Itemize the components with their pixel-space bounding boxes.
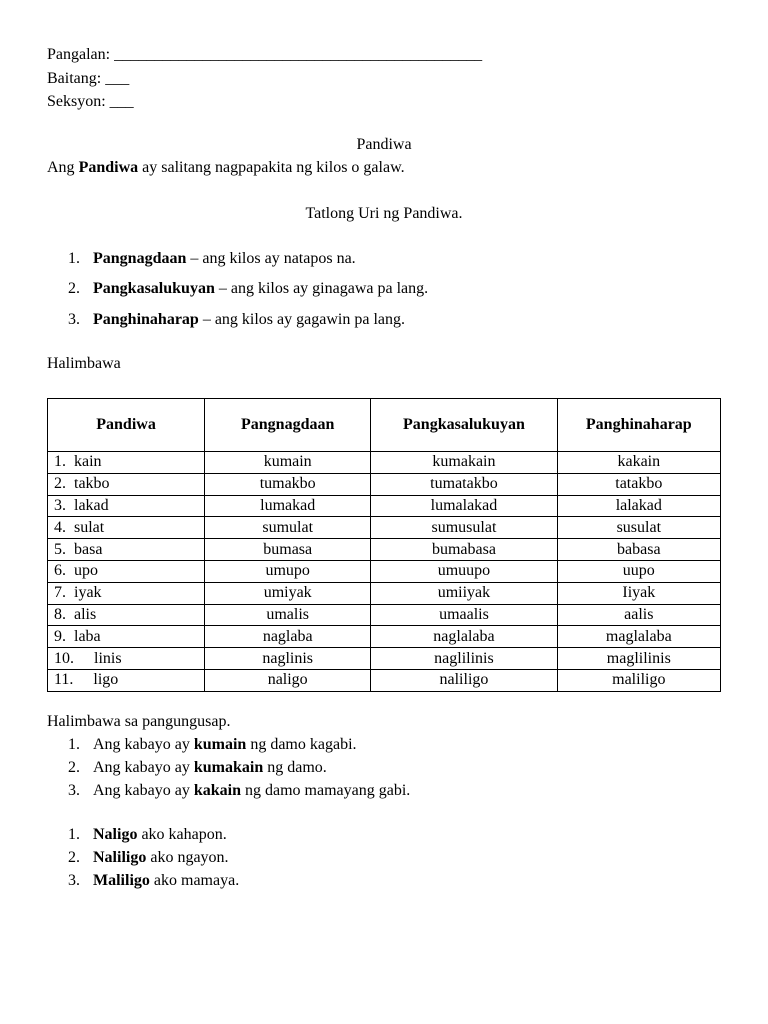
future-tense-cell: maliligo — [557, 669, 720, 691]
present-tense-cell: tumatakbo — [371, 473, 557, 495]
column-header-pangkasalukuyan: Pangkasalukuyan — [371, 399, 557, 452]
present-tense-cell: umuupo — [371, 560, 557, 582]
list-number: 1. — [68, 736, 80, 753]
verb-base-cell: 5. basa — [48, 539, 205, 561]
type-description: – ang kilos ay gagawin pa lang. — [198, 311, 405, 328]
past-tense-cell: naligo — [205, 669, 371, 691]
definition-text — [47, 158, 405, 178]
name-field-line: Pangalan: ______________________________________________ — [47, 46, 483, 63]
example-heading: Halimbawa — [47, 355, 121, 372]
table-row — [48, 495, 721, 517]
type-name: Pangkasalukuyan — [93, 280, 215, 297]
present-tense-cell: naliligo — [371, 669, 557, 691]
future-tense-cell: maglilinis — [557, 648, 720, 670]
future-tense-cell: maglalaba — [557, 626, 720, 648]
future-tense-cell: Iiyak — [557, 582, 720, 604]
column-header-pandiwa: Pandiwa — [48, 399, 205, 452]
table-body — [48, 452, 721, 692]
past-tense-cell: naglaba — [205, 626, 371, 648]
type-item-1 — [68, 249, 356, 269]
present-tense-cell: lumalakad — [371, 495, 557, 517]
verb-base-cell: 8. alis — [48, 604, 205, 626]
verb-base-cell: 7. iyak — [48, 582, 205, 604]
sentence-verb: kumakain — [193, 759, 264, 776]
present-tense-cell: sumusulat — [371, 517, 557, 539]
future-tense-cell: tatakbo — [557, 473, 720, 495]
list-number: 1. — [68, 250, 80, 267]
future-tense-cell: babasa — [557, 539, 720, 561]
past-tense-cell: tumakbo — [205, 473, 371, 495]
future-tense-cell: kakain — [557, 452, 720, 474]
column-header-pangnagdaan: Pangnagdaan — [205, 399, 371, 452]
list-number: 2. — [68, 280, 80, 297]
list-number: 2. — [68, 849, 80, 866]
table-row — [48, 582, 721, 604]
table-header-row — [48, 399, 721, 452]
type-description: – ang kilos ay ginagawa pa lang. — [214, 280, 429, 297]
sentence-verb: kakain — [193, 782, 241, 799]
column-header-panghinaharap: Panghinaharap — [557, 399, 720, 452]
future-tense-cell: susulat — [557, 517, 720, 539]
sentence-item-2 — [68, 758, 327, 778]
present-tense-cell: umaalis — [371, 604, 557, 626]
table-row — [48, 669, 721, 691]
present-tense-cell: naglilinis — [371, 648, 557, 670]
sentence-verb: Naliligo — [93, 849, 147, 866]
past-tense-cell: kumain — [205, 452, 371, 474]
list-number: 3. — [68, 311, 80, 328]
verb-base-cell: 1. kain — [48, 452, 205, 474]
table-row — [48, 604, 721, 626]
type-name: Panghinaharap — [93, 311, 199, 328]
table-row — [48, 517, 721, 539]
verb-base-cell: 4. sulat — [48, 517, 205, 539]
sentence-heading: Halimbawa sa pangungusap. — [47, 713, 231, 730]
table-row — [48, 452, 721, 474]
verb-base-cell: 6. upo — [48, 560, 205, 582]
past-tense-cell: lumakad — [205, 495, 371, 517]
present-tense-cell: umiiyak — [371, 582, 557, 604]
definition-pre: Ang — [47, 159, 79, 176]
grade-field-line: Baitang: ___ — [47, 70, 130, 87]
verb-base-cell: 9. laba — [48, 626, 205, 648]
sentence-pre: Ang kabayo ay — [93, 782, 194, 799]
sentence-post: ng damo. — [263, 759, 327, 776]
list-number: 3. — [68, 782, 80, 799]
verb-base-cell: 2. takbo — [48, 473, 205, 495]
type-item-3 — [68, 310, 405, 330]
past-tense-cell: umupo — [205, 560, 371, 582]
past-tense-cell: umiyak — [205, 582, 371, 604]
past-tense-cell: naglinis — [205, 648, 371, 670]
table-row — [48, 560, 721, 582]
type-item-2 — [68, 279, 428, 299]
type-name: Pangnagdaan — [93, 250, 187, 267]
sentence-post: ng damo kagabi. — [246, 736, 357, 753]
verb-conjugation-table — [47, 398, 721, 692]
sentence2-item-2 — [68, 848, 229, 868]
table-row — [48, 626, 721, 648]
table-row — [48, 539, 721, 561]
verb-base-cell: 10. linis — [48, 648, 205, 670]
types-heading: Tatlong Uri ng Pandiwa. — [305, 205, 463, 222]
sentence-item-1 — [68, 735, 357, 755]
sentence-pre: Ang kabayo ay — [93, 736, 194, 753]
sentence-verb: Naligo — [93, 826, 138, 843]
sentence2-item-3 — [68, 871, 239, 891]
section-field-line: Seksyon: ___ — [47, 93, 134, 110]
sentence-post: ako kahapon. — [137, 826, 227, 843]
future-tense-cell: lalakad — [557, 495, 720, 517]
definition-post: ay salitang nagpapakita ng kilos o galaw. — [138, 159, 405, 176]
sentence-post: ng damo mamayang gabi. — [241, 782, 411, 799]
sentence2-item-1 — [68, 825, 227, 845]
list-number: 2. — [68, 759, 80, 776]
sentence-post: ako mamaya. — [149, 872, 240, 889]
present-tense-cell: bumabasa — [371, 539, 557, 561]
verb-base-cell: 3. lakad — [48, 495, 205, 517]
sentence-verb: kumain — [193, 736, 247, 753]
table-row — [48, 473, 721, 495]
future-tense-cell: uupo — [557, 560, 720, 582]
sentence-post: ako ngayon. — [146, 849, 229, 866]
type-description: – ang kilos ay natapos na. — [186, 250, 356, 267]
past-tense-cell: sumulat — [205, 517, 371, 539]
sentence-pre: Ang kabayo ay — [93, 759, 194, 776]
list-number: 1. — [68, 826, 80, 843]
past-tense-cell: umalis — [205, 604, 371, 626]
present-tense-cell: naglalaba — [371, 626, 557, 648]
future-tense-cell: aalis — [557, 604, 720, 626]
page-title: Pandiwa — [356, 136, 412, 153]
past-tense-cell: bumasa — [205, 539, 371, 561]
table-row — [48, 648, 721, 670]
definition-bold: Pandiwa — [78, 159, 139, 176]
sentence-item-3 — [68, 781, 410, 801]
sentence-verb: Maliligo — [93, 872, 150, 889]
present-tense-cell: kumakain — [371, 452, 557, 474]
verb-base-cell: 11. ligo — [48, 669, 205, 691]
list-number: 3. — [68, 872, 80, 889]
